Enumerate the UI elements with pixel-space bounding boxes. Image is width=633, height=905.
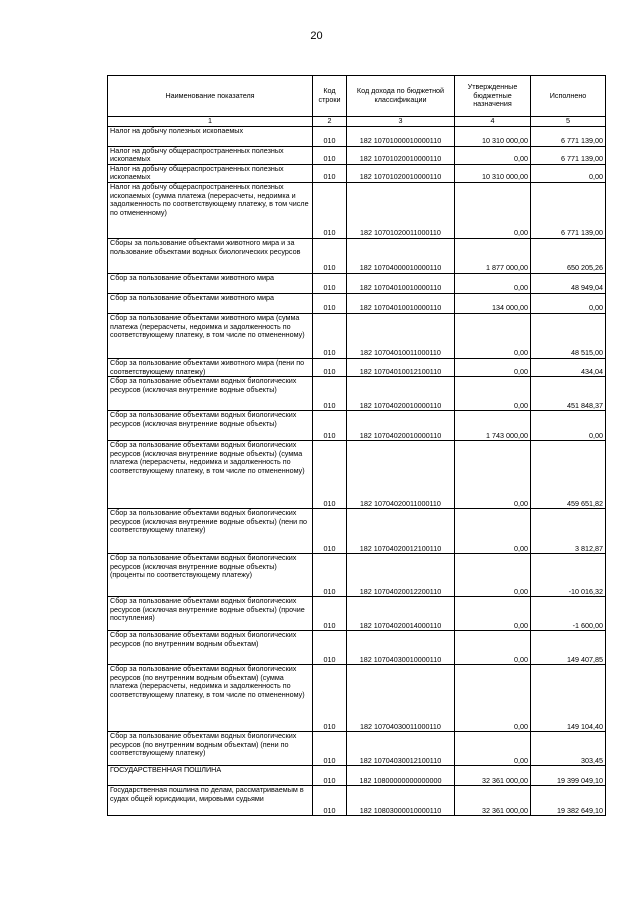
- row-budget-code: 182 10704020010000110: [347, 411, 455, 441]
- row-executed-amount: 0,00: [531, 293, 606, 313]
- row-line-code: 010: [313, 597, 347, 631]
- row-approved-amount: 0,00: [455, 313, 531, 358]
- row-line-code: 010: [313, 146, 347, 164]
- row-approved-amount: 0,00: [455, 377, 531, 411]
- row-name: Сбор за пользование объектами водных биологических ресурсов (исключая внутренние водные объекты) (пени по соответствующему платежу): [108, 509, 313, 554]
- row-approved-amount: 0,00: [455, 509, 531, 554]
- row-name: Сбор за пользование объектами водных биологических ресурсов (по внутренним водным объектам) (сумма платежа (перерасчеты, недоимка и задолженность по соответствующему платежу, в том числе по отмененному): [108, 665, 313, 732]
- table-row: [108, 377, 606, 411]
- row-approved-amount: 0,00: [455, 358, 531, 376]
- row-line-code: 010: [313, 554, 347, 597]
- row-approved-amount: 0,00: [455, 273, 531, 293]
- row-approved-amount: 0,00: [455, 597, 531, 631]
- table-row: [108, 766, 606, 786]
- table-row: [108, 273, 606, 293]
- row-approved-amount: 0,00: [455, 554, 531, 597]
- row-approved-amount: 0,00: [455, 732, 531, 766]
- row-line-code: 010: [313, 313, 347, 358]
- revenue-table: [107, 75, 606, 816]
- row-budget-code: 182 10701020011000110: [347, 182, 455, 238]
- row-line-code: 010: [313, 786, 347, 816]
- row-approved-amount: 1 877 000,00: [455, 238, 531, 273]
- row-executed-amount: 0,00: [531, 164, 606, 182]
- row-budget-code: 182 10704020014000110: [347, 597, 455, 631]
- table-row: [108, 554, 606, 597]
- row-executed-amount: 48 949,04: [531, 273, 606, 293]
- header-indicator-name: Наименование показателя: [108, 76, 313, 117]
- row-name: Сбор за пользование объектами животного мира: [108, 273, 313, 293]
- row-executed-amount: 459 651,82: [531, 441, 606, 509]
- table-row: [108, 509, 606, 554]
- row-budget-code: 182 10701020010000110: [347, 146, 455, 164]
- row-name: Налог на добычу общераспространенных полезных ископаемых: [108, 164, 313, 182]
- column-number: 3: [347, 117, 455, 127]
- column-number: 1: [108, 117, 313, 127]
- header-executed: Исполнено: [531, 76, 606, 117]
- row-executed-amount: 0,00: [531, 411, 606, 441]
- header-approved: Утвержденные бюджетные назначения: [455, 76, 531, 117]
- row-executed-amount: 6 771 139,00: [531, 146, 606, 164]
- table-row: [108, 631, 606, 665]
- row-executed-amount: 149 104,40: [531, 665, 606, 732]
- row-budget-code: 182 10704020012100110: [347, 509, 455, 554]
- table-row: [108, 164, 606, 182]
- row-approved-amount: 10 310 000,00: [455, 164, 531, 182]
- row-line-code: 010: [313, 273, 347, 293]
- row-line-code: 010: [313, 411, 347, 441]
- row-name: Сбор за пользование объектами водных биологических ресурсов (по внутренним водным объектам): [108, 631, 313, 665]
- column-number: 5: [531, 117, 606, 127]
- row-line-code: 010: [313, 509, 347, 554]
- row-name: ГОСУДАРСТВЕННАЯ ПОШЛИНА: [108, 766, 313, 786]
- row-executed-amount: 451 848,37: [531, 377, 606, 411]
- row-executed-amount: -10 016,32: [531, 554, 606, 597]
- page-number: 20: [310, 30, 323, 42]
- row-budget-code: 182 10704010012100110: [347, 358, 455, 376]
- row-line-code: 010: [313, 164, 347, 182]
- table-row: [108, 665, 606, 732]
- row-executed-amount: 650 205,26: [531, 238, 606, 273]
- row-name: Налог на добычу общераспространенных полезных ископаемых (сумма платежа (перерасчеты, недоимка и задолженность по соответствующему платежу, в том числе по отмененному): [108, 182, 313, 238]
- row-budget-code: 182 10704030010000110: [347, 631, 455, 665]
- row-approved-amount: 0,00: [455, 146, 531, 164]
- row-budget-code: 182 10701000010000110: [347, 126, 455, 146]
- table-row: [108, 146, 606, 164]
- row-line-code: 010: [313, 665, 347, 732]
- row-approved-amount: 0,00: [455, 441, 531, 509]
- row-name: Сборы за пользование объектами животного мира и за пользование объектами водных биологических ресурсов: [108, 238, 313, 273]
- row-budget-code: 182 10704010011000110: [347, 313, 455, 358]
- row-executed-amount: 19 399 049,10: [531, 766, 606, 786]
- row-name: Сбор за пользование объектами животного мира (пени по соответствующему платежу): [108, 358, 313, 376]
- row-executed-amount: 48 515,00: [531, 313, 606, 358]
- row-line-code: 010: [313, 441, 347, 509]
- row-approved-amount: 0,00: [455, 182, 531, 238]
- row-executed-amount: 19 382 649,10: [531, 786, 606, 816]
- table-body: [108, 126, 606, 816]
- row-name: Сбор за пользование объектами водных биологических ресурсов (исключая внутренние водные объекты) (прочие поступления): [108, 597, 313, 631]
- row-name: Сбор за пользование объектами животного мира: [108, 293, 313, 313]
- row-approved-amount: 1 743 000,00: [455, 411, 531, 441]
- table-row: [108, 732, 606, 766]
- row-line-code: 010: [313, 766, 347, 786]
- row-executed-amount: 149 407,85: [531, 631, 606, 665]
- table-row: [108, 238, 606, 273]
- table-row: [108, 182, 606, 238]
- row-executed-amount: -1 600,00: [531, 597, 606, 631]
- row-line-code: 010: [313, 182, 347, 238]
- table-row: [108, 786, 606, 816]
- row-budget-code: 182 10704010010000110: [347, 273, 455, 293]
- row-budget-code: 182 10800000000000000: [347, 766, 455, 786]
- row-approved-amount: 0,00: [455, 665, 531, 732]
- column-number: 2: [313, 117, 347, 127]
- row-budget-code: 182 10704020012200110: [347, 554, 455, 597]
- table-row: [108, 441, 606, 509]
- row-name: Налог на добычу полезных ископаемых: [108, 126, 313, 146]
- header-budget-code: Код дохода по бюджетной классификации: [347, 76, 455, 117]
- row-name: Налог на добычу общераспространенных полезных ископаемых: [108, 146, 313, 164]
- row-line-code: 010: [313, 126, 347, 146]
- row-name: Государственная пошлина по делам, рассматриваемым в судах общей юрисдикции, мировыми судьями: [108, 786, 313, 816]
- row-name: Сбор за пользование объектами водных биологических ресурсов (по внутренним водным объектам) (пени по соответствующему платежу): [108, 732, 313, 766]
- table-row: [108, 411, 606, 441]
- row-line-code: 010: [313, 293, 347, 313]
- row-executed-amount: 3 812,87: [531, 509, 606, 554]
- row-line-code: 010: [313, 358, 347, 376]
- row-name: Сбор за пользование объектами водных биологических ресурсов (исключая внутренние водные объекты): [108, 377, 313, 411]
- row-approved-amount: 134 000,00: [455, 293, 531, 313]
- table-row: [108, 597, 606, 631]
- row-executed-amount: 6 771 139,00: [531, 126, 606, 146]
- row-line-code: 010: [313, 238, 347, 273]
- row-executed-amount: 6 771 139,00: [531, 182, 606, 238]
- table-row: [108, 358, 606, 376]
- table-row: [108, 126, 606, 146]
- row-name: Сбор за пользование объектами водных биологических ресурсов (исключая внутренние водные объекты): [108, 411, 313, 441]
- row-name: Сбор за пользование объектами водных биологических ресурсов (исключая внутренние водные объекты) (сумма платежа (перерасчеты, недоимка и задолженность по соответствующему платежу, в том числе по отмененному): [108, 441, 313, 509]
- row-budget-code: 182 10704030012100110: [347, 732, 455, 766]
- column-number: 4: [455, 117, 531, 127]
- row-budget-code: 182 10704010010000110: [347, 293, 455, 313]
- row-budget-code: 182 10803000010000110: [347, 786, 455, 816]
- row-budget-code: 182 10704030011000110: [347, 665, 455, 732]
- row-executed-amount: 434,04: [531, 358, 606, 376]
- table-row: [108, 313, 606, 358]
- row-approved-amount: 10 310 000,00: [455, 126, 531, 146]
- row-line-code: 010: [313, 732, 347, 766]
- header-line-code: Код строки: [313, 76, 347, 117]
- column-number-row: [108, 117, 606, 127]
- row-budget-code: 182 10704020011000110: [347, 441, 455, 509]
- table-header-row: [108, 76, 606, 117]
- row-approved-amount: 0,00: [455, 631, 531, 665]
- row-approved-amount: 32 361 000,00: [455, 766, 531, 786]
- row-approved-amount: 32 361 000,00: [455, 786, 531, 816]
- row-budget-code: 182 10704000010000110: [347, 238, 455, 273]
- row-name: Сбор за пользование объектами животного мира (сумма платежа (перерасчеты, недоимка и задолженность по соответствующему платежу, в том числе по отмененному): [108, 313, 313, 358]
- row-line-code: 010: [313, 631, 347, 665]
- table-row: [108, 293, 606, 313]
- row-name: Сбор за пользование объектами водных биологических ресурсов (исключая внутренние водные объекты) (проценты по соответствующему платежу): [108, 554, 313, 597]
- row-executed-amount: 303,45: [531, 732, 606, 766]
- row-budget-code: 182 10704020010000110: [347, 377, 455, 411]
- row-budget-code: 182 10701020010000110: [347, 164, 455, 182]
- row-line-code: 010: [313, 377, 347, 411]
